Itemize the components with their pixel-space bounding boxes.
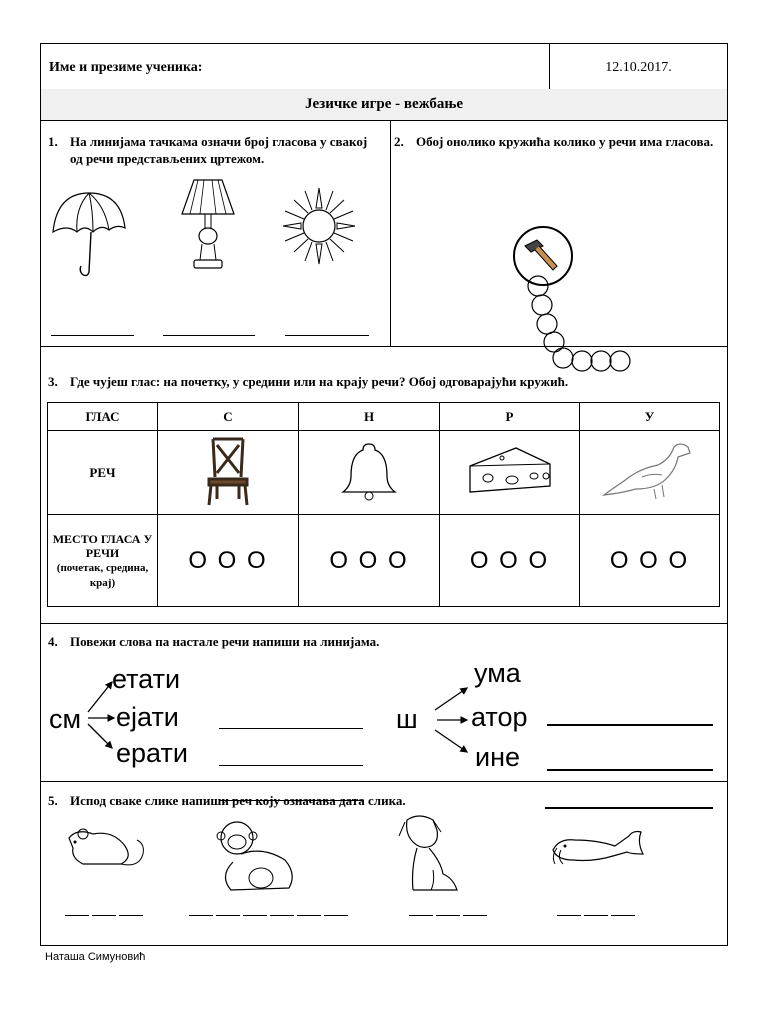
tasks-1-2-row	[41, 121, 727, 347]
author-footer: Наташа Симуновић	[45, 951, 146, 963]
ending-right-3: ине	[475, 742, 521, 772]
dog-icon	[397, 812, 467, 894]
task2-text: Обој онолико кружића колико у речи има гласова.	[416, 134, 714, 149]
ending-right-1: ума	[474, 658, 521, 688]
ending-right-2: атор	[471, 702, 528, 732]
pigeon-cell	[580, 431, 720, 515]
sound-cell: Р	[440, 403, 580, 431]
ending-left-3: ерати	[116, 738, 188, 768]
page-title: Језичке игре - вежбање	[41, 89, 727, 121]
pigeon-icon	[602, 439, 698, 503]
mouse-icon	[63, 824, 147, 874]
fish-icon	[549, 826, 647, 870]
bell-cell	[299, 431, 440, 515]
task1-number: 1.	[48, 134, 58, 149]
umbrella-icon	[49, 188, 129, 278]
sound-cell: Н	[299, 403, 440, 431]
answer-line-3[interactable]	[285, 335, 369, 336]
root-right: ш	[396, 704, 418, 734]
answer-line-right-1[interactable]	[547, 724, 713, 726]
chair-icon	[203, 435, 253, 507]
place-label: МЕСТО ГЛАСА У РЕЧИ	[52, 531, 153, 560]
cheese-cell	[440, 431, 580, 515]
task5-number: 5.	[48, 793, 58, 808]
circles-cell[interactable]: О О О	[580, 515, 720, 607]
sun-icon	[283, 186, 355, 266]
root-left: см	[49, 704, 82, 734]
place-header	[48, 515, 158, 607]
answer-line-1[interactable]	[51, 335, 134, 336]
ending-left-1: етати	[112, 664, 181, 694]
circles-cell[interactable]: О О О	[158, 515, 299, 607]
word-row	[48, 431, 720, 515]
circles-cell[interactable]: О О О	[440, 515, 580, 607]
date-text: 12.10.2017.	[605, 60, 672, 75]
place-row	[48, 515, 720, 607]
sound-cell: С	[158, 403, 299, 431]
student-name-label: Име и презиме ученика:	[49, 60, 203, 75]
header-row	[41, 44, 727, 90]
task3-number: 3.	[48, 374, 58, 389]
lamp-icon	[178, 176, 238, 276]
worksheet	[40, 43, 728, 946]
sound-header: ГЛАС	[48, 403, 158, 431]
task5-text: Испод сваке слике напиши реч коју означава дата слика.	[70, 793, 406, 808]
task4-text: Повежи слова па настале речи напиши на линијама.	[70, 634, 380, 649]
arrows-right	[433, 674, 475, 756]
answer-line-left-1[interactable]	[219, 728, 363, 729]
task5-row	[41, 782, 727, 945]
task4-number: 4.	[48, 634, 58, 649]
task2-number: 2.	[394, 134, 404, 149]
answer-line-2[interactable]	[163, 335, 255, 336]
sound-cell: У	[580, 403, 720, 431]
monkey-icon	[211, 816, 301, 898]
task1-text: На линијама тачкама означи број гласова у свакој од речи представљених цртежом.	[70, 134, 368, 166]
chair-cell	[158, 431, 299, 515]
place-hint: (почетак, средина, крај)	[56, 561, 149, 589]
row-divider	[390, 121, 391, 346]
circles-cell[interactable]: О О О	[299, 515, 440, 607]
task4-row	[41, 624, 727, 782]
ending-left-2: ејати	[116, 702, 179, 732]
answer-line-right-2[interactable]	[547, 769, 713, 771]
task3-row	[41, 347, 727, 624]
answer-line-left-2[interactable]	[219, 765, 363, 766]
task3-text: Где чујеш глас: на почетку, у средини или на крају речи? Обој одговарајући кружић.	[70, 374, 569, 389]
cheese-icon	[468, 446, 552, 496]
word-header: РЕЧ	[48, 431, 158, 515]
arrows-left	[86, 674, 126, 754]
sounds-table	[47, 402, 720, 607]
bell-icon	[339, 440, 399, 502]
sound-row	[48, 403, 720, 431]
